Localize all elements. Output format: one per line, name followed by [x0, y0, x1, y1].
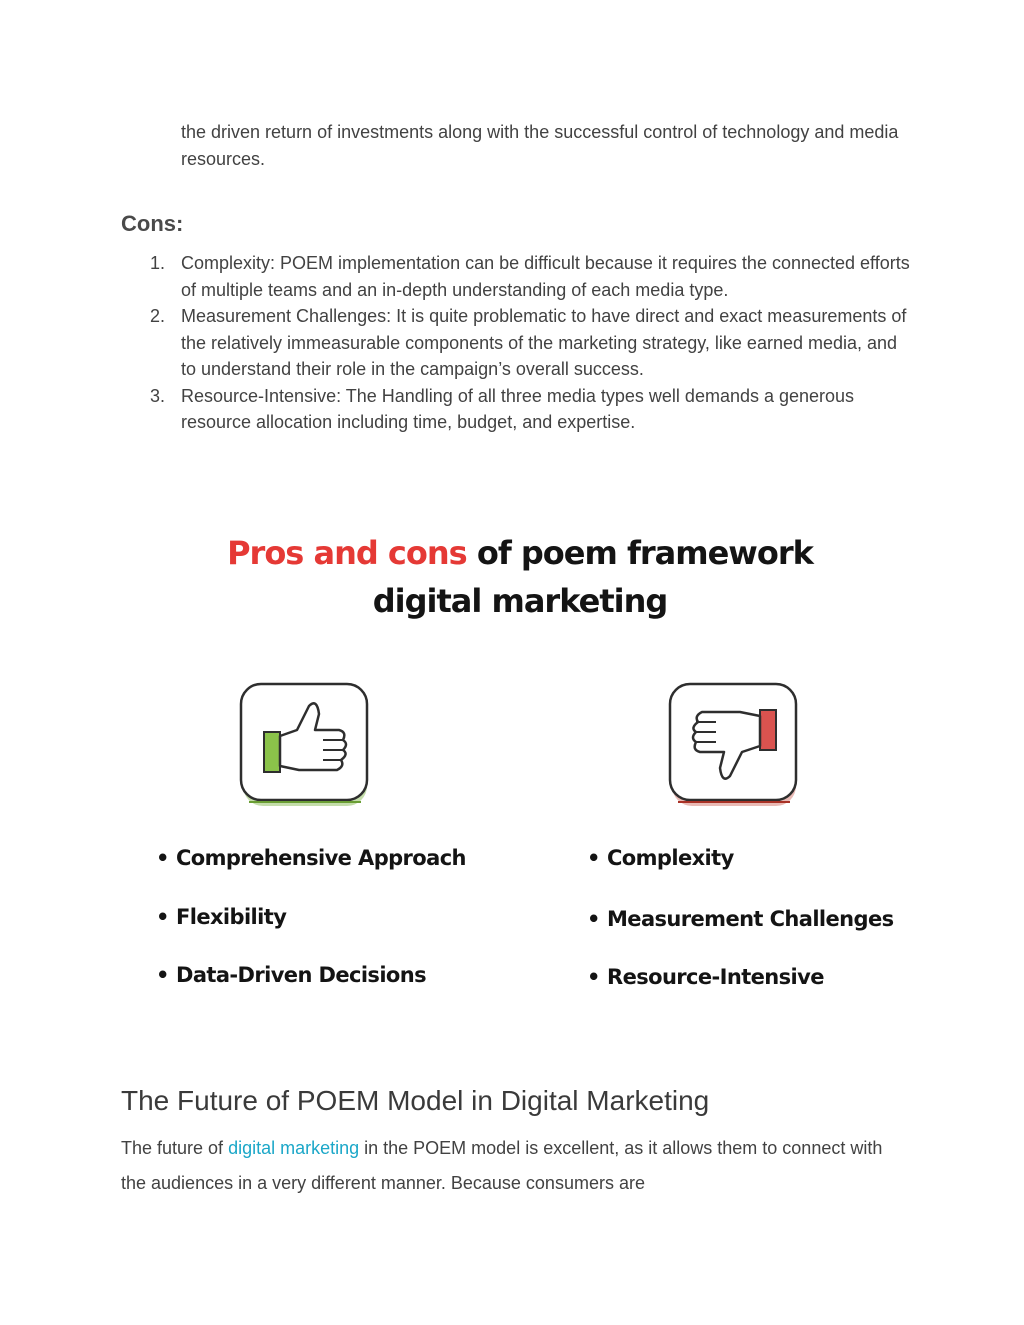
pro-item-text: Flexibility — [176, 905, 287, 929]
list-item-text: Resource-Intensive: The Handling of all three media types well demands a generous resource allocation including time, budget, and expertise. — [181, 385, 855, 432]
digital-marketing-link[interactable]: digital marketing — [228, 1138, 360, 1158]
con-item-text: Complexity — [607, 846, 734, 870]
pro-item: • Data-Driven Decisions — [156, 963, 427, 987]
thumbs-down-icon — [668, 682, 800, 810]
pros-cons-infographic — [120, 520, 920, 1020]
con-item-text: Measurement Challenges — [607, 907, 894, 931]
list-number: 2. — [150, 306, 166, 326]
list-number: 1. — [150, 253, 166, 273]
con-item-text: Resource-Intensive — [607, 965, 824, 989]
pro-item: • Flexibility — [156, 905, 287, 929]
future-text-before: The future of — [121, 1138, 229, 1158]
infographic-title-line1 — [120, 534, 920, 572]
cons-list — [150, 250, 911, 436]
pro-item: • Comprehensive Approach — [156, 846, 466, 870]
future-heading: The Future of POEM Model in Digital Marketing — [121, 1085, 710, 1116]
intro-continuation: the driven return of investments along with the successful control of technology and media resources. — [181, 122, 899, 169]
pro-item-text: Data-Driven Decisions — [176, 963, 427, 987]
list-item — [150, 383, 911, 436]
infographic-title-highlight: Pros and cons — [227, 534, 467, 572]
list-item — [150, 303, 911, 383]
cons-heading: Cons: — [121, 211, 184, 236]
thumbs-up-icon — [239, 682, 371, 810]
infographic-title-line2: digital marketing — [372, 582, 668, 620]
list-number: 3. — [150, 385, 166, 406]
list-item — [150, 250, 911, 303]
future-text-after: in the POEM model is excellent, as it allows them to connect with the audiences in a very different manner. Because consumers are — [121, 1138, 883, 1193]
future-paragraph — [121, 1131, 901, 1201]
con-item: • Complexity — [587, 846, 734, 870]
list-item-text: Complexity: POEM implementation can be difficult because it requires the connected efforts of multiple teams and an in-depth understanding of each media type. — [181, 253, 910, 300]
list-item-text: Measurement Challenges: It is quite problematic to have direct and exact measurements of the relatively immeasurable components of the marketing strategy, like earned media, and to understand their role in the campaign’s overall success. — [181, 306, 907, 379]
con-item: • Measurement Challenges — [587, 907, 894, 931]
con-item: • Resource-Intensive — [587, 965, 824, 989]
pro-item-text: Comprehensive Approach — [176, 846, 466, 870]
infographic-title-rest: of poem framework — [466, 534, 813, 572]
